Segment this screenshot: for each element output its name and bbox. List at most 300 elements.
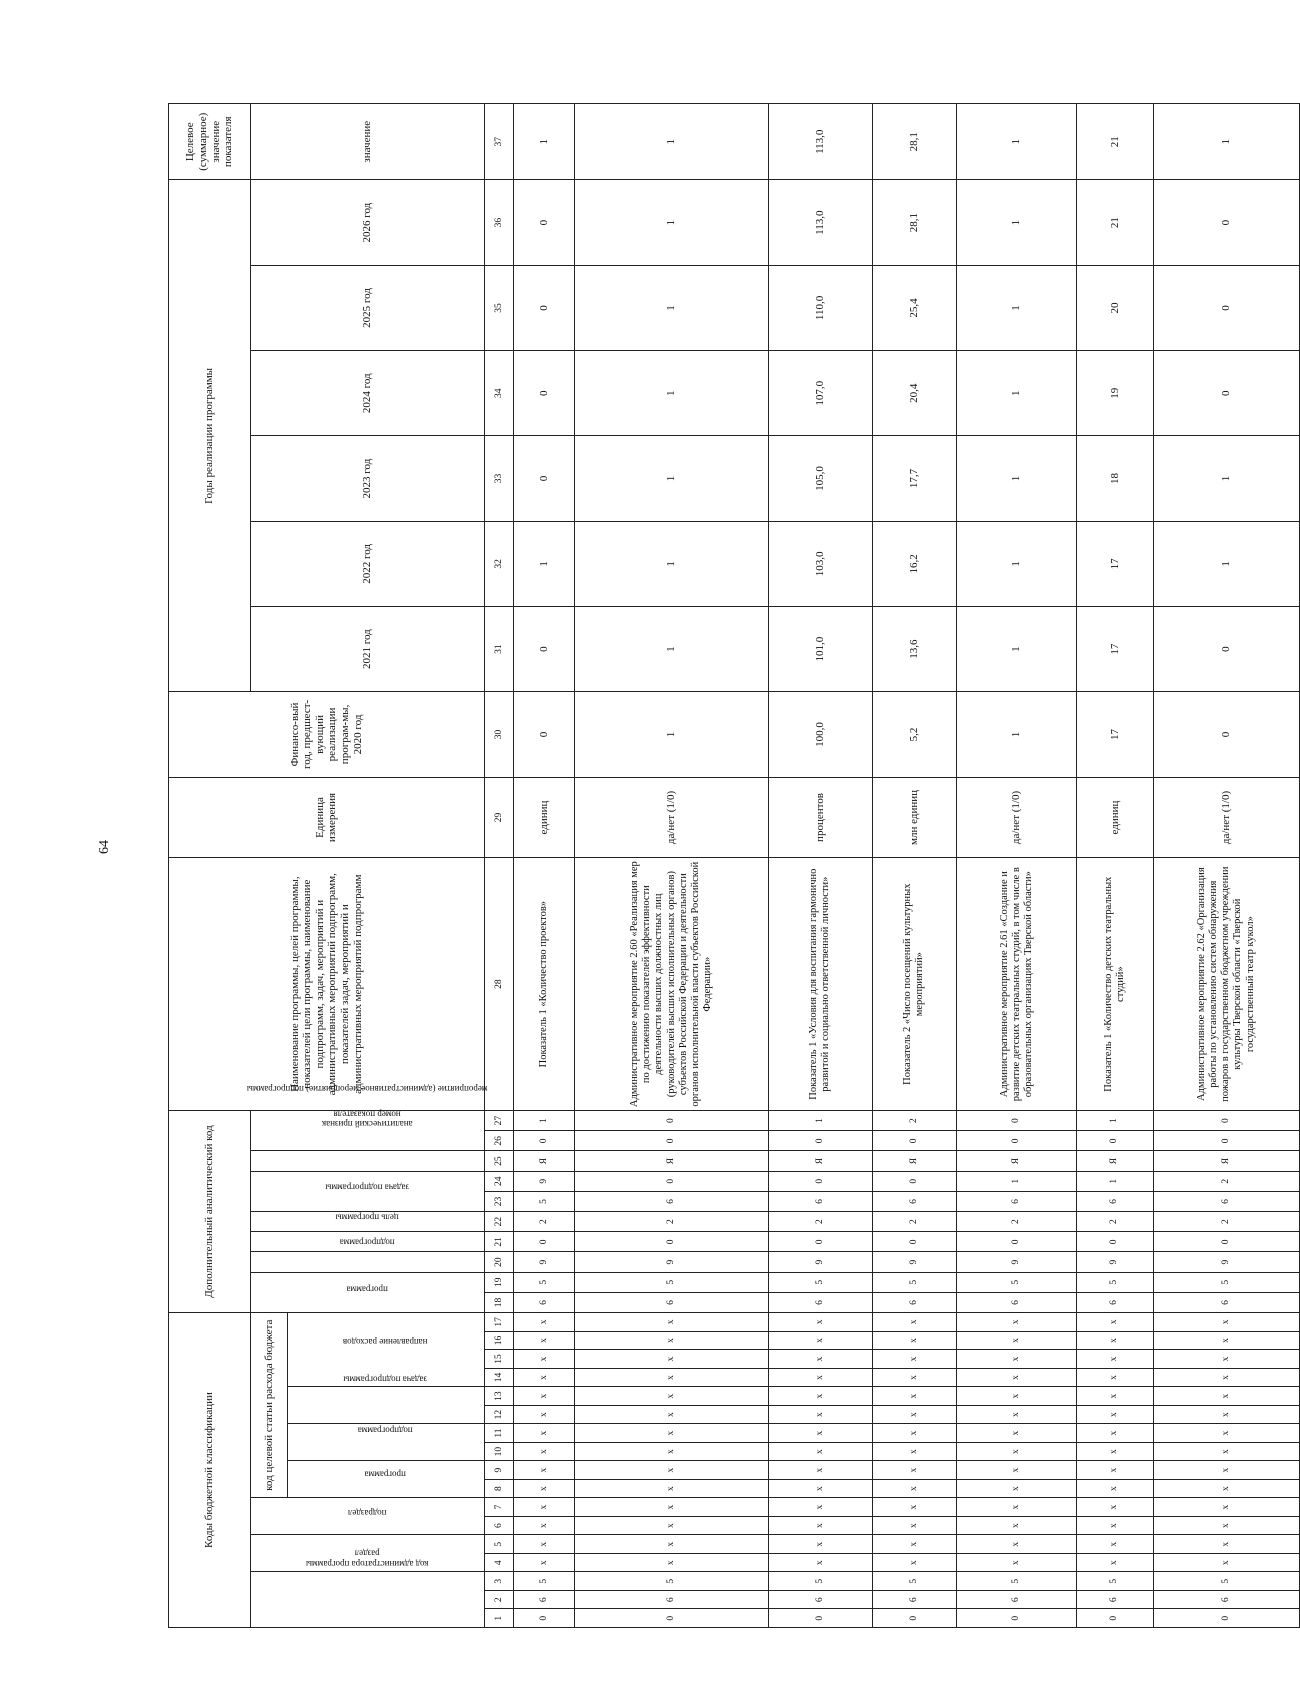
unit-cell: да/нет (1/0)	[957, 777, 1076, 858]
code-cell: 0	[575, 1609, 769, 1628]
value-cell: 21	[1076, 180, 1153, 265]
d-cel-header-text: цель программы	[335, 1213, 399, 1224]
years-group-header: Годы реализации программы	[169, 180, 251, 692]
base-year-header: Финансо-вый год, предшест-вующий реализации програм-мы, 2020 год	[169, 692, 485, 777]
target-group-header: Целевое (суммарное) значение показателя	[169, 104, 251, 180]
podrazdel-header-text: подраздел	[347, 1508, 387, 1519]
code-cell: х	[872, 1313, 957, 1332]
code-cell: х	[514, 1405, 575, 1424]
d-nomer-header-text: номер показателя	[333, 1110, 401, 1121]
code-cell: 1	[1076, 1171, 1153, 1191]
code-cell: х	[575, 1387, 769, 1406]
code-cell: х	[1153, 1442, 1299, 1461]
code-cell: х	[1153, 1313, 1299, 1332]
code-cell: х	[1076, 1368, 1153, 1387]
code-cell: х	[1076, 1461, 1153, 1480]
code-cell: х	[514, 1350, 575, 1369]
code-cell: 5	[768, 1272, 872, 1292]
header-row-1	[169, 104, 251, 1628]
code-cell: 0	[514, 1232, 575, 1252]
admin-code-header-text: код администратора программы	[305, 1558, 428, 1569]
code-cell: 0	[872, 1131, 957, 1151]
podrazdel-header	[251, 1498, 485, 1535]
code-cell: 6	[514, 1590, 575, 1609]
value-cell: 5,2	[872, 692, 957, 777]
column-number: 8	[484, 1479, 513, 1498]
code-cell: х	[575, 1424, 769, 1443]
indicator-name: Административное мероприятие 2.61 «Создание и развитие детских театральных студий, в том числе в образовательных организациях Тверской области»	[957, 858, 1076, 1111]
code-cell: 0	[872, 1232, 957, 1252]
code-cell: х	[1076, 1331, 1153, 1350]
year-header-5: 2025 год	[251, 265, 485, 350]
value-cell: 0	[514, 436, 575, 521]
value-cell: 19	[1076, 351, 1153, 436]
target-value-header: значение	[251, 104, 485, 180]
code-cell: Я	[872, 1151, 957, 1171]
column-number: 21	[484, 1232, 513, 1252]
indicator-name: Административное мероприятие 2.62 «Организация работы по установлению систем обнаружения пожаров в государственном бюджетном учреждении культуры Тверской области «Тверской государственный театр кукол»	[1153, 858, 1299, 1111]
code-cell: х	[575, 1553, 769, 1572]
d-nomer-header	[251, 1110, 485, 1151]
column-number: 23	[484, 1191, 513, 1211]
value-cell: 1	[575, 351, 769, 436]
code-cell: 6	[768, 1292, 872, 1312]
code-cell: х	[957, 1498, 1076, 1517]
value-cell: 0	[1153, 606, 1299, 691]
value-cell: 0	[514, 606, 575, 691]
code-cell: х	[957, 1479, 1076, 1498]
year-header-1: 2021 год	[251, 606, 485, 691]
column-number: 12	[484, 1405, 513, 1424]
code-cell: 5	[575, 1272, 769, 1292]
value-cell: 17	[1076, 692, 1153, 777]
column-number: 37	[484, 104, 513, 180]
code-cell: х	[957, 1553, 1076, 1572]
code-cell: х	[1153, 1553, 1299, 1572]
code-cell: х	[872, 1479, 957, 1498]
code-cell: 6	[957, 1292, 1076, 1312]
value-cell: 17,7	[872, 436, 957, 521]
code-cell: х	[575, 1368, 769, 1387]
admin-code-header	[251, 1558, 485, 1628]
code-cell: х	[1153, 1461, 1299, 1480]
code-cell: 9	[1153, 1252, 1299, 1272]
table-row	[575, 104, 769, 1628]
code-cell: х	[768, 1479, 872, 1498]
code-cell: х	[872, 1461, 957, 1480]
code-cell: 0	[575, 1131, 769, 1151]
code-cell: 9	[1076, 1252, 1153, 1272]
code-cell: х	[575, 1516, 769, 1535]
year-header-4: 2024 год	[251, 351, 485, 436]
code-cell: 6	[1076, 1191, 1153, 1211]
code-cell: х	[957, 1387, 1076, 1406]
code-cell: 5	[957, 1272, 1076, 1292]
code-cell: х	[957, 1331, 1076, 1350]
d-programma-header-text: программа	[346, 1284, 388, 1295]
value-cell: 18	[1076, 436, 1153, 521]
code-cell: х	[1153, 1331, 1299, 1350]
code-cell: х	[575, 1442, 769, 1461]
value-cell: 1	[575, 180, 769, 265]
code-cell: 6	[514, 1292, 575, 1312]
code-cell: х	[1153, 1479, 1299, 1498]
value-cell: 25,4	[872, 265, 957, 350]
code-cell: 6	[872, 1292, 957, 1312]
code-cell: х	[575, 1479, 769, 1498]
value-cell: 1	[957, 351, 1076, 436]
page-number: 64	[97, 840, 112, 854]
code-cell: 0	[768, 1232, 872, 1252]
value-cell: 0	[514, 692, 575, 777]
d-zadacha-header-text: задача подпрограммы	[324, 1182, 409, 1193]
dak-header: Дополнительный аналитический код	[169, 1110, 251, 1312]
value-cell: 28,1	[872, 104, 957, 180]
value-cell: 0	[1153, 180, 1299, 265]
code-cell: 5	[768, 1572, 872, 1591]
table-row	[514, 104, 575, 1628]
column-number: 9	[484, 1461, 513, 1480]
table-row	[872, 104, 957, 1628]
table-row	[957, 104, 1076, 1628]
code-cell: х	[957, 1424, 1076, 1443]
value-cell: 101,0	[768, 606, 872, 691]
value-cell: 107,0	[768, 351, 872, 436]
code-cell: 5	[514, 1572, 575, 1591]
code-cell: 0	[1153, 1131, 1299, 1151]
code-cell: 0	[768, 1131, 872, 1151]
value-cell: 105,0	[768, 436, 872, 521]
unit-cell: да/нет (1/0)	[575, 777, 769, 858]
code-cell: 5	[1153, 1572, 1299, 1591]
code-cell: х	[514, 1387, 575, 1406]
code-cell: х	[1076, 1516, 1153, 1535]
code-cell: х	[1153, 1424, 1299, 1443]
code-cell: 6	[1153, 1191, 1299, 1211]
column-number: 15	[484, 1350, 513, 1369]
code-cell: х	[768, 1535, 872, 1554]
program-indicators-table	[168, 103, 1300, 1628]
code-cell: х	[575, 1405, 769, 1424]
value-cell: 21	[1076, 104, 1153, 180]
value-cell: 1	[575, 606, 769, 691]
code-cell: 0	[957, 1110, 1076, 1130]
column-number: 20	[484, 1252, 513, 1272]
indicator-name: Показатель 1 «Условия для воспитания гармонично развитой и социально ответственной личности»	[768, 858, 872, 1111]
column-number: 27	[484, 1110, 513, 1130]
column-number: 6	[484, 1516, 513, 1535]
kcsr-header: код целевой статьи расхода бюджета	[251, 1313, 288, 1498]
code-cell: 6	[872, 1590, 957, 1609]
code-cell: х	[957, 1350, 1076, 1369]
table-row	[768, 104, 872, 1628]
column-number: 16	[484, 1331, 513, 1350]
code-cell: х	[1153, 1535, 1299, 1554]
unit-cell: единиц	[514, 777, 575, 858]
value-cell: 0	[1153, 692, 1299, 777]
code-cell: 2	[514, 1212, 575, 1232]
code-cell: 2	[1153, 1171, 1299, 1191]
code-cell: х	[1076, 1535, 1153, 1554]
code-cell: 0	[957, 1232, 1076, 1252]
value-cell: 103,0	[768, 521, 872, 606]
code-cell: х	[1153, 1350, 1299, 1369]
unit-cell: млн единиц	[872, 777, 957, 858]
code-cell: 5	[514, 1191, 575, 1211]
indicator-name: Показатель 1 «Количество проектов»	[514, 858, 575, 1111]
code-cell: 2	[872, 1212, 957, 1232]
code-cell: х	[768, 1387, 872, 1406]
value-cell: 1	[575, 104, 769, 180]
column-number: 26	[484, 1131, 513, 1151]
code-cell: 5	[957, 1572, 1076, 1591]
code-cell: х	[1076, 1405, 1153, 1424]
column-number: 10	[484, 1442, 513, 1461]
code-cell: х	[957, 1368, 1076, 1387]
code-cell: 6	[957, 1191, 1076, 1211]
column-number: 36	[484, 180, 513, 265]
column-number: 13	[484, 1387, 513, 1406]
code-cell: х	[768, 1368, 872, 1387]
code-cell: 5	[575, 1572, 769, 1591]
table-row	[1076, 104, 1153, 1628]
code-cell: 0	[768, 1609, 872, 1628]
value-cell: 1	[1153, 521, 1299, 606]
indicator-name: Административное мероприятие 2.60 «Реализация мер по достижению показателей эффективности деятельности высших должностных лиц (руководителей высших исполнительных органов) субъектов Российской Федерации и деятельности органов исполнительной власти субъектов Российской Федерации»	[575, 858, 769, 1111]
code-cell: 1	[768, 1110, 872, 1130]
value-cell: 1	[575, 265, 769, 350]
d-podprogramma-header-text: подпрограмма	[339, 1237, 395, 1248]
value-cell: 0	[1153, 265, 1299, 350]
code-cell: х	[957, 1313, 1076, 1332]
code-cell: х	[514, 1516, 575, 1535]
code-cell: 9	[514, 1171, 575, 1191]
value-cell: 0	[514, 180, 575, 265]
programma-header-text: программа	[364, 1469, 406, 1480]
code-cell: 9	[957, 1252, 1076, 1272]
code-cell: х	[768, 1553, 872, 1572]
code-cell: 0	[872, 1171, 957, 1191]
code-cell: 0	[1153, 1110, 1299, 1130]
code-cell: х	[514, 1479, 575, 1498]
value-cell: 113,0	[768, 180, 872, 265]
value-cell: 0	[1153, 351, 1299, 436]
column-number: 7	[484, 1498, 513, 1517]
code-cell: 6	[1076, 1590, 1153, 1609]
kbk-header: Коды бюджетной классификации	[169, 1313, 251, 1628]
value-cell: 0	[514, 351, 575, 436]
value-cell: 17	[1076, 521, 1153, 606]
column-number: 25	[484, 1151, 513, 1171]
d-meropr-header-text: мероприятие (административное мероприятие) подпрограммы	[246, 1083, 488, 1094]
rotated-table-wrapper	[168, 103, 1300, 1628]
zadacha-header	[288, 1374, 484, 1424]
code-cell: 5	[514, 1272, 575, 1292]
code-cell: х	[872, 1350, 957, 1369]
code-cell: х	[872, 1442, 957, 1461]
code-cell: х	[575, 1350, 769, 1369]
code-cell: х	[514, 1442, 575, 1461]
code-cell: 5	[1153, 1272, 1299, 1292]
value-cell: 16,2	[872, 521, 957, 606]
code-cell: х	[1076, 1313, 1153, 1332]
indicator-name: Показатель 1 «Количество детских театральных студий»	[1076, 858, 1153, 1111]
column-number: 5	[484, 1535, 513, 1554]
code-cell: 0	[575, 1232, 769, 1252]
code-cell: 0	[1076, 1609, 1153, 1628]
zadacha-header-text: задача подпрограммы	[343, 1374, 428, 1385]
code-cell: х	[575, 1313, 769, 1332]
code-cell: х	[1153, 1405, 1299, 1424]
code-cell: х	[1153, 1498, 1299, 1517]
code-cell: Я	[1076, 1151, 1153, 1171]
code-cell: 0	[872, 1609, 957, 1628]
code-cell: х	[768, 1405, 872, 1424]
napravlenie-header-text: направление расходов	[343, 1337, 428, 1348]
code-cell: 6	[1153, 1590, 1299, 1609]
column-number: 31	[484, 606, 513, 691]
programma-header	[288, 1461, 484, 1498]
value-cell: 1	[957, 521, 1076, 606]
code-cell: х	[768, 1442, 872, 1461]
value-cell: 113,0	[768, 104, 872, 180]
code-cell: х	[575, 1498, 769, 1517]
d-podprogramma-header	[251, 1237, 485, 1272]
column-number: 35	[484, 265, 513, 350]
value-cell: 1	[957, 104, 1076, 180]
code-cell: 9	[768, 1252, 872, 1272]
code-cell: х	[514, 1368, 575, 1387]
value-cell: 1	[957, 436, 1076, 521]
code-cell: х	[768, 1313, 872, 1332]
table-row	[1153, 104, 1299, 1628]
code-cell: Я	[768, 1151, 872, 1171]
code-cell: х	[872, 1498, 957, 1517]
unit-cell: да/нет (1/0)	[1153, 777, 1299, 858]
code-cell: 0	[957, 1609, 1076, 1628]
code-cell: х	[514, 1553, 575, 1572]
code-cell: 1	[957, 1171, 1076, 1191]
code-cell: х	[768, 1424, 872, 1443]
value-cell: 1	[1153, 436, 1299, 521]
value-cell: 110,0	[768, 265, 872, 350]
value-cell: 1	[514, 104, 575, 180]
code-cell: 0	[514, 1131, 575, 1151]
value-cell: 1	[575, 521, 769, 606]
code-cell: Я	[1153, 1151, 1299, 1171]
year-header-2: 2022 год	[251, 521, 485, 606]
code-cell: х	[514, 1498, 575, 1517]
code-cell: х	[1076, 1350, 1153, 1369]
code-cell: х	[768, 1461, 872, 1480]
year-header-6: 2026 год	[251, 180, 485, 265]
code-cell: х	[514, 1424, 575, 1443]
code-cell: х	[872, 1405, 957, 1424]
name-header: Наименование программы, целей программы, показателей цели программы, наименование подпрограмм, задач, мероприятий и административных мероприятий подпрограмм, показателей задач, мероприятий и административных мероприятий подпрограмм	[169, 858, 485, 1111]
code-cell: 2	[872, 1110, 957, 1130]
value-cell: 17	[1076, 606, 1153, 691]
code-cell: х	[1076, 1442, 1153, 1461]
code-cell: 6	[1076, 1292, 1153, 1312]
code-cell: 0	[575, 1110, 769, 1130]
code-cell: х	[872, 1368, 957, 1387]
d-programma-header	[251, 1272, 485, 1312]
code-cell: 0	[514, 1609, 575, 1628]
code-cell: х	[514, 1535, 575, 1554]
razdel-header-text: раздел	[354, 1548, 380, 1559]
indicator-name: Показатель 2 «Число посещений культурных мероприятий»	[872, 858, 957, 1111]
column-number: 22	[484, 1212, 513, 1232]
d-priznak-header	[251, 1118, 485, 1171]
column-number: 11	[484, 1424, 513, 1443]
value-cell: 28,1	[872, 180, 957, 265]
unit-cell: единиц	[1076, 777, 1153, 858]
code-cell: 1	[514, 1110, 575, 1130]
code-cell: х	[872, 1535, 957, 1554]
unit-cell: процентов	[768, 777, 872, 858]
code-cell: 6	[872, 1191, 957, 1211]
code-cell: х	[872, 1387, 957, 1406]
code-cell: 5	[872, 1572, 957, 1591]
code-cell: 0	[1076, 1131, 1153, 1151]
code-cell: х	[957, 1516, 1076, 1535]
column-number: 19	[484, 1272, 513, 1292]
column-number: 14	[484, 1368, 513, 1387]
code-cell: 5	[872, 1272, 957, 1292]
code-cell: х	[768, 1498, 872, 1517]
code-cell: 2	[1153, 1212, 1299, 1232]
column-number: 3	[484, 1572, 513, 1591]
code-cell: х	[1153, 1516, 1299, 1535]
column-number: 33	[484, 436, 513, 521]
column-number: 4	[484, 1553, 513, 1572]
podprogramma-header	[288, 1424, 484, 1461]
code-cell: х	[575, 1535, 769, 1554]
code-cell: 6	[768, 1191, 872, 1211]
value-cell: 100,0	[768, 692, 872, 777]
code-cell: Я	[575, 1151, 769, 1171]
code-cell: х	[872, 1424, 957, 1443]
code-cell: Я	[514, 1151, 575, 1171]
code-cell: 5	[1076, 1572, 1153, 1591]
code-cell: х	[1153, 1368, 1299, 1387]
value-cell: 1	[575, 436, 769, 521]
code-cell: х	[1153, 1387, 1299, 1406]
code-cell: 5	[1076, 1272, 1153, 1292]
code-cell: х	[1076, 1387, 1153, 1406]
code-cell: х	[1076, 1424, 1153, 1443]
column-number: 1	[484, 1609, 513, 1628]
code-cell: х	[872, 1553, 957, 1572]
column-number: 32	[484, 521, 513, 606]
code-cell: х	[514, 1461, 575, 1480]
value-cell: 1	[957, 180, 1076, 265]
code-cell: 0	[957, 1131, 1076, 1151]
code-cell: 6	[575, 1590, 769, 1609]
column-number: 24	[484, 1171, 513, 1191]
column-numbers-row	[484, 104, 513, 1628]
code-cell: 6	[1153, 1292, 1299, 1312]
code-cell: 9	[872, 1252, 957, 1272]
value-cell: 1	[514, 521, 575, 606]
code-cell: 0	[575, 1171, 769, 1191]
value-cell: 1	[957, 265, 1076, 350]
code-cell: х	[957, 1442, 1076, 1461]
code-cell: х	[575, 1331, 769, 1350]
code-cell: Я	[957, 1151, 1076, 1171]
code-cell: 6	[575, 1191, 769, 1211]
code-cell: 0	[1076, 1232, 1153, 1252]
